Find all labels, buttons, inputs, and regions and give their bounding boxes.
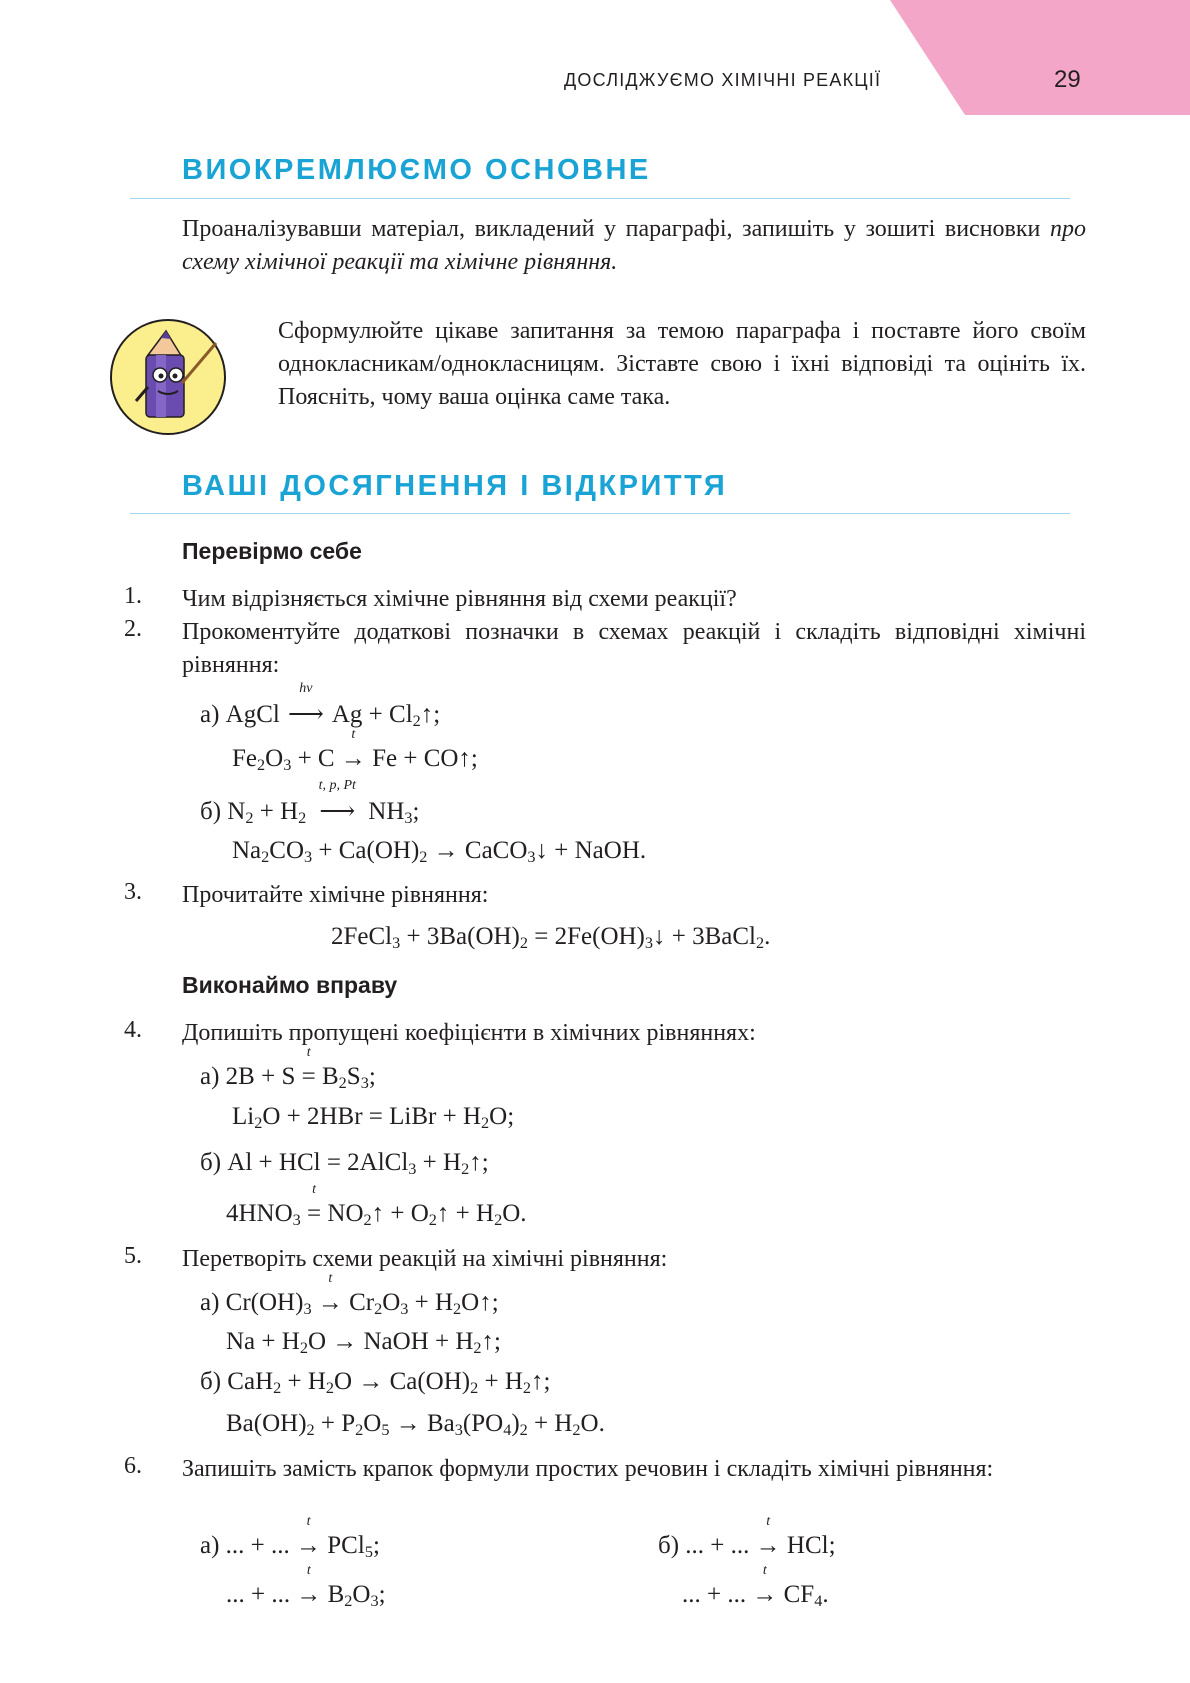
heading-rule	[130, 513, 1070, 514]
question-text: Прокоментуйте додаткові позначки в схемах реакцій і складіть відповідні хімічні рівняння:	[182, 619, 1086, 678]
reaction-arrow: t →	[296, 1514, 322, 1559]
summary-italic-text: про схему хімічної реакції та хімічне рівняння.	[182, 216, 1086, 275]
equation: $Li_2O + 2HBr$ = LiBr + $H_2O$;	[232, 1103, 515, 1133]
equation: ... + ... t → $CF_4$.	[682, 1563, 829, 1611]
reaction-arrow: t →	[317, 1271, 343, 1316]
reaction-condition: t	[766, 1514, 771, 1529]
question-number: 5.	[124, 1243, 142, 1269]
question-text: Прочитайте хімічне рівняння:	[182, 882, 489, 908]
equation: б) $CaH_2 + H_2O \to Ca(OH)_2$ + $H_2↑$;	[200, 1368, 551, 1398]
equation: а) AgCl hν ⟶ $Ag + Cl_2↑$;	[200, 681, 441, 731]
item-label: б)	[658, 1532, 680, 1559]
page-number: 29	[1054, 66, 1081, 93]
heading-rule	[130, 198, 1070, 199]
equation: $Fe_2O_3 + C$ t → Fe + CO↑;	[232, 727, 478, 775]
question-number: 2.	[124, 616, 142, 642]
summary-text: Проаналізувавши матеріал, викладений у параграфі, запишіть у зошиті висновки	[182, 216, 1050, 242]
header-tab	[890, 0, 1190, 115]
question-number: 6.	[124, 1453, 142, 1479]
reaction-condition: t	[306, 1514, 311, 1529]
question-number: 4.	[124, 1017, 142, 1043]
reaction-arrow: t →	[752, 1563, 778, 1608]
running-title: ДОСЛІДЖУЄМО ХІМІЧНІ РЕАКЦІЇ	[564, 70, 882, 90]
item-label: б)	[200, 1149, 222, 1176]
equation: ... + ... t → $B_2O_3$;	[226, 1563, 386, 1611]
equation: а) $Cr(OH)_3$ t → $Cr_2O_3$ + $H_2O↑$;	[200, 1271, 499, 1319]
equation: б) $N_2 + H_2$ t, p, Pt ⟶ $NH_3$;	[200, 778, 420, 828]
question-text: Перетворіть схеми реакцій на хімічні рівняння:	[182, 1246, 668, 1272]
reaction-arrow: t →	[340, 727, 366, 772]
subheading-check-yourself: Перевірмо себе	[182, 538, 362, 564]
item-label: а)	[200, 701, 220, 728]
reaction-arrow: hν ⟶	[280, 699, 332, 729]
item-label: б)	[200, 798, 222, 825]
equation: а) 2B + S t = $B_2S_3$;	[200, 1045, 376, 1093]
section-heading-achievements: ВАШІ ДОСЯГНЕННЯ І ВІДКРИТТЯ	[182, 470, 728, 502]
equation: $Na + H_2O$ → NaOH + $H_2↑$;	[226, 1328, 501, 1358]
question-number: 3.	[124, 879, 142, 905]
pencil-teacher-icon	[108, 317, 228, 437]
equation: 2FeCl$_3$ + $3Ba(OH)_2$ = $2Fe(OH)_3↓$ + 3BaCl$_2$.	[331, 923, 771, 953]
mascot-task-text: Сформулюйте цікаве запитання за темою параграфа і поставте його своїм однокласникам/однокласницям. Зіставте свою і їхні відповіді та оцініть їх. Поясніть, чому ваша оцінка саме така.	[278, 318, 1086, 410]
reaction-arrow: t, p, Pt ⟶	[306, 796, 368, 826]
reaction-condition: t	[351, 727, 356, 742]
reaction-condition: hν	[299, 681, 313, 696]
item-label: а)	[200, 1063, 220, 1090]
question-text: Чим відрізняється хімічне рівняння від схеми реакції?	[182, 586, 737, 612]
question-text: Допишіть пропущені коефіцієнти в хімічних рівняннях:	[182, 1020, 756, 1046]
reaction-condition: t	[328, 1271, 333, 1286]
reaction-arrow: t →	[296, 1563, 322, 1608]
question-text: Запишіть замість крапок формули простих речовин і складіть хімічні рівняння:	[182, 1456, 994, 1482]
reaction-condition: t	[306, 1563, 311, 1578]
reaction-equals: t =	[301, 1045, 316, 1090]
reaction-condition: t	[312, 1182, 317, 1197]
reaction-condition: t	[762, 1563, 767, 1578]
item-label: а)	[200, 1532, 220, 1559]
equation: б) Al + HCl = 2AlCl$_3$ + $H_2↑$;	[200, 1149, 489, 1179]
reaction-condition: t, p, Pt	[318, 778, 356, 793]
equation: б) ... + ... t → HCl;	[658, 1514, 836, 1559]
equation: $Ba(OH)_2 + P_2O_5 \to Ba_3(PO_4)_2 + H_2O$.	[226, 1410, 605, 1440]
reaction-equals: t =	[307, 1182, 322, 1227]
reaction-arrow: t →	[755, 1514, 781, 1559]
equation: $Na_2CO_3 + Ca(OH)_2$ → CaCO$_3$↓ + NaOH.	[232, 837, 647, 867]
equation: $4HNO_3$ t = $NO_2↑$ + $O_2↑ + H_2O$.	[226, 1182, 527, 1230]
item-label: а)	[200, 1289, 220, 1316]
section-heading-main-points: ВИОКРЕМЛЮЄМО ОСНОВНЕ	[182, 154, 651, 186]
item-label: б)	[200, 1368, 222, 1395]
equation: а) ... + ... t → PCl$_5$;	[200, 1514, 380, 1562]
question-number: 1.	[124, 583, 142, 609]
reaction-condition: t	[306, 1045, 311, 1060]
summary-paragraph	[182, 213, 1086, 279]
subheading-exercise: Виконаймо вправу	[182, 972, 398, 998]
